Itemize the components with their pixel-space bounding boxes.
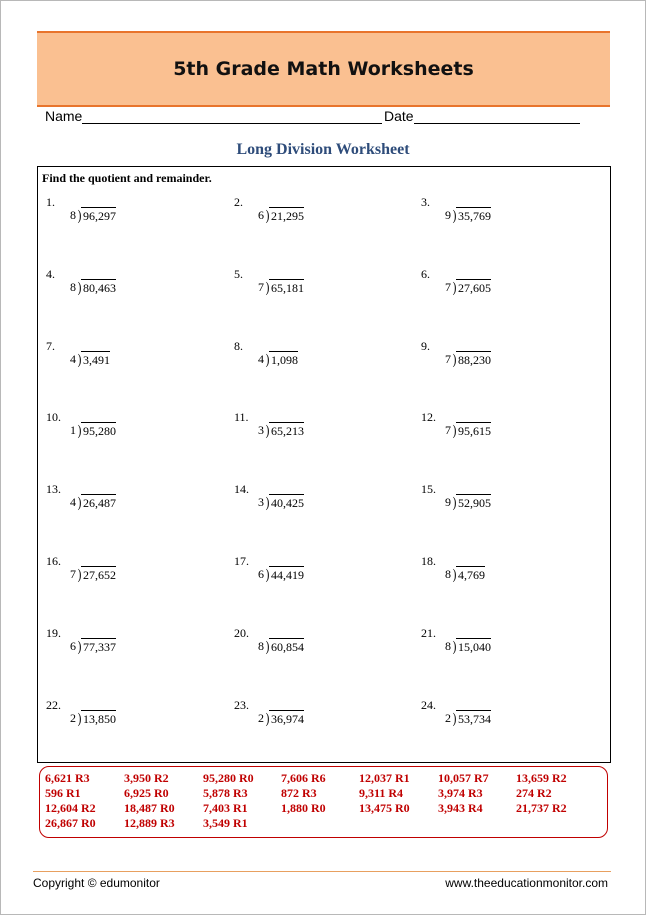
division-problem (46, 339, 216, 379)
answer-item: 12,604 R2 (45, 801, 96, 815)
problem-number: 2. (234, 195, 243, 209)
dividend: 3,491 (83, 352, 110, 367)
answer-item: 872 R3 (281, 786, 317, 800)
divisor: 4 (70, 495, 76, 510)
division-bracket: ) (77, 423, 82, 440)
problem-number: 13. (46, 482, 61, 497)
divisor: 6 (258, 567, 264, 581)
answer-item: 3,943 R4 (438, 801, 483, 815)
division-expression (258, 708, 304, 726)
division-bracket: ) (77, 495, 82, 512)
answer-item: 6,621 R3 (45, 771, 90, 785)
problem-number: 6. (421, 266, 430, 281)
dividend: 27,605 (458, 280, 491, 295)
divisor: 6 (70, 638, 76, 653)
dividend: 1,098 (271, 352, 298, 367)
date-blank-line (414, 109, 580, 124)
instructions: Find the quotient and remainder. (42, 171, 212, 185)
dividend: 95,615 (458, 424, 491, 439)
division-problem (421, 410, 591, 450)
answer-item: 6,925 R0 (124, 786, 169, 800)
answer-item: 1,880 R0 (281, 801, 326, 815)
answer-item: 3,549 R1 (203, 816, 248, 830)
divisor: 2 (258, 710, 264, 725)
division-bracket: ) (77, 279, 82, 296)
division-expression (70, 636, 116, 654)
problem-number: 23. (234, 697, 249, 712)
divisor: 7 (445, 279, 451, 294)
answer-item: 3,950 R2 (124, 771, 169, 785)
problem-number: 22. (46, 697, 61, 712)
division-bracket: ) (452, 208, 457, 224)
problem-number: 15. (421, 482, 436, 497)
division-expression (70, 205, 116, 223)
division-expression (445, 277, 491, 295)
answer-item: 596 R1 (45, 786, 81, 800)
dividend: 88,230 (458, 352, 491, 367)
dividend: 27,652 (83, 568, 116, 582)
answer-item: 5,878 R3 (203, 786, 248, 800)
problem-number: 18. (421, 554, 436, 568)
divisor: 7 (445, 423, 451, 438)
footer-rule (33, 871, 611, 872)
division-problem (46, 698, 216, 738)
answer-item: 7,403 R1 (203, 801, 248, 815)
division-problem (234, 195, 404, 235)
division-problem (46, 626, 216, 666)
division-bracket: ) (77, 351, 82, 368)
divisor: 2 (70, 710, 76, 725)
problem-number: 8. (234, 338, 243, 353)
division-problem (421, 554, 591, 594)
divisor: 6 (258, 208, 264, 222)
dividend: 15,040 (458, 639, 491, 654)
division-bracket: ) (77, 638, 82, 655)
date-field (384, 108, 580, 124)
division-bracket: ) (265, 423, 270, 440)
divisor: 2 (445, 710, 451, 725)
division-bracket: ) (452, 638, 457, 655)
answer-item: 26,867 R0 (45, 816, 96, 830)
divisor: 8 (70, 208, 76, 222)
dividend: 21,295 (271, 209, 304, 223)
dividend: 65,213 (271, 424, 304, 439)
worksheet-title: Long Division Worksheet (236, 141, 410, 158)
problem-number: 1. (46, 195, 55, 209)
copyright-text: Copyright © edumonitor (33, 876, 160, 890)
answer-item: 95,280 R0 (203, 771, 254, 785)
division-expression (70, 564, 116, 582)
division-problem (46, 482, 216, 522)
division-bracket: ) (265, 638, 270, 655)
problem-number: 11. (234, 410, 249, 425)
division-expression (70, 277, 116, 295)
problem-number: 5. (234, 266, 243, 281)
division-problem (46, 195, 216, 235)
problem-number: 12. (421, 410, 436, 425)
answer-column (359, 771, 410, 816)
division-problem (234, 554, 404, 594)
problem-number: 7. (46, 338, 55, 353)
dividend: 95,280 (83, 424, 116, 439)
answer-item: 18,487 R0 (124, 801, 175, 815)
division-problem (421, 698, 591, 738)
dividend: 77,337 (83, 639, 116, 654)
division-bracket: ) (452, 423, 457, 440)
division-problem (46, 410, 216, 450)
dividend: 4,769 (458, 568, 485, 582)
dividend: 52,905 (458, 496, 491, 511)
division-bracket: ) (265, 495, 270, 512)
division-bracket: ) (265, 567, 270, 583)
dividend: 53,734 (458, 711, 491, 726)
name-field (45, 108, 382, 124)
division-bracket: ) (265, 351, 270, 368)
division-expression (258, 492, 304, 510)
division-expression (258, 277, 304, 295)
dividend: 35,769 (458, 209, 491, 223)
answer-item: 12,889 R3 (124, 816, 175, 830)
problem-number: 21. (421, 625, 436, 640)
website-text: www.theeducationmonitor.com (445, 876, 608, 890)
answer-item: 13,475 R0 (359, 801, 410, 815)
division-expression (258, 205, 304, 223)
division-expression (70, 420, 116, 438)
problem-number: 4. (46, 266, 55, 281)
name-blank-line (82, 109, 382, 124)
answer-item: 12,037 R1 (359, 771, 410, 785)
division-problem (421, 195, 591, 235)
answer-item: 9,311 R4 (359, 786, 404, 800)
dividend: 80,463 (83, 280, 116, 295)
answer-column (438, 771, 489, 816)
header-banner (37, 31, 610, 107)
division-expression (258, 420, 304, 438)
division-bracket: ) (265, 710, 270, 727)
division-expression (445, 205, 491, 223)
division-expression (445, 708, 491, 726)
divisor: 8 (445, 567, 451, 581)
division-problem (234, 339, 404, 379)
division-bracket: ) (77, 710, 82, 727)
dividend: 96,297 (83, 209, 116, 223)
division-problem (234, 626, 404, 666)
dividend: 13,850 (83, 711, 116, 726)
dividend: 65,181 (271, 280, 304, 295)
division-expression (70, 349, 110, 367)
division-expression (258, 636, 304, 654)
division-bracket: ) (265, 208, 270, 224)
dividend: 40,425 (271, 496, 304, 511)
divisor: 4 (70, 351, 76, 366)
division-problem (234, 410, 404, 450)
division-bracket: ) (77, 567, 82, 583)
division-problem (234, 482, 404, 522)
division-problem (421, 267, 591, 307)
divisor: 1 (70, 423, 76, 438)
worksheet-box (37, 166, 611, 763)
dividend: 44,419 (271, 568, 304, 582)
problem-number: 9. (421, 338, 430, 353)
answer-column (281, 771, 326, 816)
divisor: 8 (445, 638, 451, 653)
division-problem (421, 339, 591, 379)
division-expression (258, 349, 298, 367)
divisor: 8 (70, 279, 76, 294)
division-bracket: ) (265, 279, 270, 296)
division-bracket: ) (452, 351, 457, 368)
division-expression (445, 420, 491, 438)
problem-number: 3. (421, 195, 430, 209)
answer-item: 10,057 R7 (438, 771, 489, 785)
division-bracket: ) (452, 567, 457, 583)
divisor: 7 (258, 279, 264, 294)
division-expression (445, 564, 485, 582)
answer-item: 21,737 R2 (516, 801, 567, 815)
division-problem (421, 482, 591, 522)
division-expression (445, 636, 491, 654)
problem-number: 19. (46, 625, 61, 640)
problem-number: 10. (46, 410, 61, 425)
problem-number: 16. (46, 554, 61, 568)
name-label: Name (45, 108, 83, 124)
problem-number: 14. (234, 482, 249, 497)
divisor: 8 (258, 638, 264, 653)
answer-item: 7,606 R6 (281, 771, 326, 785)
problem-number: 17. (234, 554, 249, 568)
problem-number: 20. (234, 625, 249, 640)
divisor: 9 (445, 208, 451, 222)
division-bracket: ) (77, 208, 82, 224)
division-problem (421, 626, 591, 666)
division-expression (445, 349, 491, 367)
answer-column (45, 771, 96, 831)
divisor: 3 (258, 423, 264, 438)
page-title: 5th Grade Math Worksheets (173, 58, 474, 80)
divisor: 4 (258, 351, 264, 366)
division-problem (46, 267, 216, 307)
division-bracket: ) (452, 279, 457, 296)
division-expression (70, 492, 116, 510)
division-problem (46, 554, 216, 594)
answer-column (203, 771, 254, 831)
division-expression (70, 708, 116, 726)
dividend: 60,854 (271, 639, 304, 654)
division-bracket: ) (452, 495, 457, 512)
problem-number: 24. (421, 697, 436, 712)
answer-column (516, 771, 567, 816)
division-expression (258, 564, 304, 582)
dividend: 26,487 (83, 496, 116, 511)
divisor: 7 (445, 351, 451, 366)
answer-item: 274 R2 (516, 786, 552, 800)
divisor: 7 (70, 567, 76, 581)
division-expression (445, 492, 491, 510)
answer-item: 3,974 R3 (438, 786, 483, 800)
division-problem (234, 698, 404, 738)
division-bracket: ) (452, 710, 457, 727)
divisor: 3 (258, 495, 264, 510)
answer-column (124, 771, 175, 831)
answer-item: 13,659 R2 (516, 771, 567, 785)
divisor: 9 (445, 495, 451, 510)
division-problem (234, 267, 404, 307)
dividend: 36,974 (271, 711, 304, 726)
date-label: Date (384, 108, 414, 124)
